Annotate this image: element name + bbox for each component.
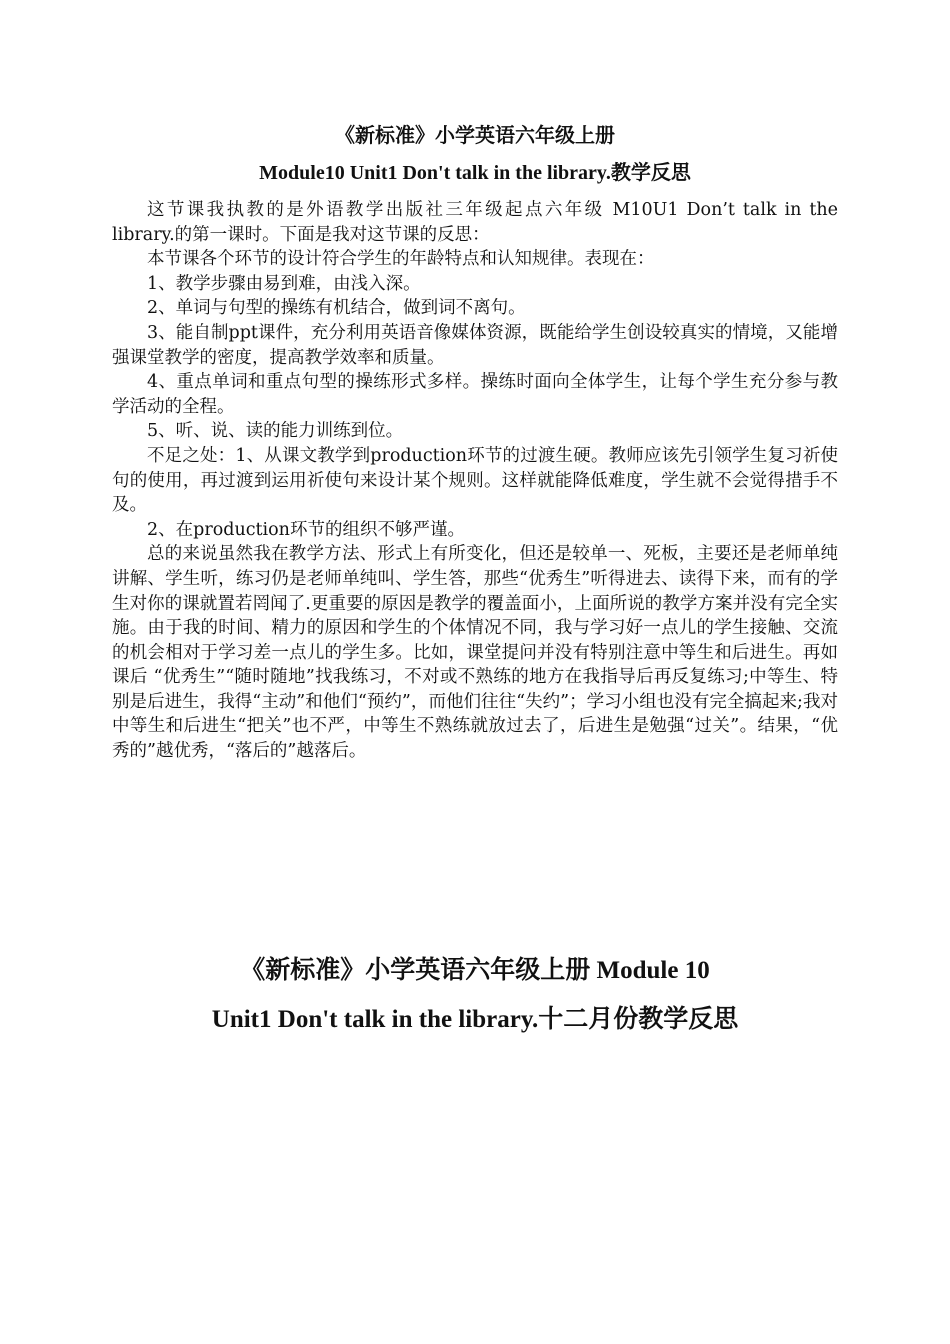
paragraph-intro: 这节课我执教的是外语教学出版社三年级起点六年级 M10U1 Don’t talk in the library.的第一课时。下面是我对这节课的反思：: [112, 200, 838, 245]
paragraph-point-4: 4、重点单词和重点句型的操练形式多样。操练时面向全体学生，让每个学生充分参与教学活动的全程。: [112, 372, 838, 417]
second-document-title: 《新标准》小学英语六年级上册 Module 10: [240, 957, 710, 984]
paragraph-point-5: 5、听、说、读的能力训练到位。: [147, 421, 404, 442]
paragraph-point-3: 3、能自制ppt课件，充分利用英语音像媒体资源，既能给学生创设较真实的情境，又能增强课堂教学的密度，提高教学效率和质量。: [112, 322, 838, 368]
paragraph-point-2: 2、单词与句型的操练有机结合，做到词不离句。: [147, 298, 526, 319]
paragraph-shortcoming-2: 2、在production环节的组织不够严谨。: [147, 519, 465, 540]
paragraph-point-1: 1、教学步骤由易到难，由浅入深。: [147, 273, 421, 294]
document-title: 《新标准》小学英语六年级上册: [335, 125, 615, 147]
document-subtitle: Module10 Unit1 Don't talk in the library.教学反思: [259, 162, 691, 184]
paragraph-shortcoming-1: 不足之处：1、从课文教学到production环节的过渡生硬。教师应该先引领学生复习祈使句的使用，再过渡到运用祈使句来设计某个规则。这样就能降低难度，学生就不会觉得措手不及。: [112, 445, 838, 516]
paragraph-conclusion: 总的来说虽然我在教学方法、形式上有所变化，但还是较单一、死板，主要还是老师单纯讲解、学生听，练习仍是老师单纯叫、学生答，那些“优秀生”听得进去、读得下来，而有的学生对你的课就置若罔闻了.更重要的原因是教学的覆盖面小，上面所说的教学方案并没有完全实施。由于我的时间、精力的原因和学生的个体情况不同，我与学习好一点儿的学生接触、交流的机会相对于学习差一点儿的学生多。比如，课堂提问并没有特别注意中等生和后进生。再如课后 “优秀生”“随时随地”找我练习，不对或不熟练的地方在我指导后再反复练习;中等生、特别是后进生，我得“主动”和他们“预约”，而他们往往“失约”；学习小组也没有完全搞起来;我对中等生和后进生“把关”也不严，中等生不熟练就放过去了，后进生是勉强“过关”。结果，“优秀的”越优秀，“落后的”越落后。: [112, 544, 838, 762]
document-body: [112, 198, 838, 764]
second-document-subtitle: Unit1 Don't talk in the library.十二月份教学反思: [211, 1006, 739, 1033]
paragraph-summary: 本节课各个环节的设计符合学生的年龄特点和认知规律。表现在：: [147, 249, 655, 270]
